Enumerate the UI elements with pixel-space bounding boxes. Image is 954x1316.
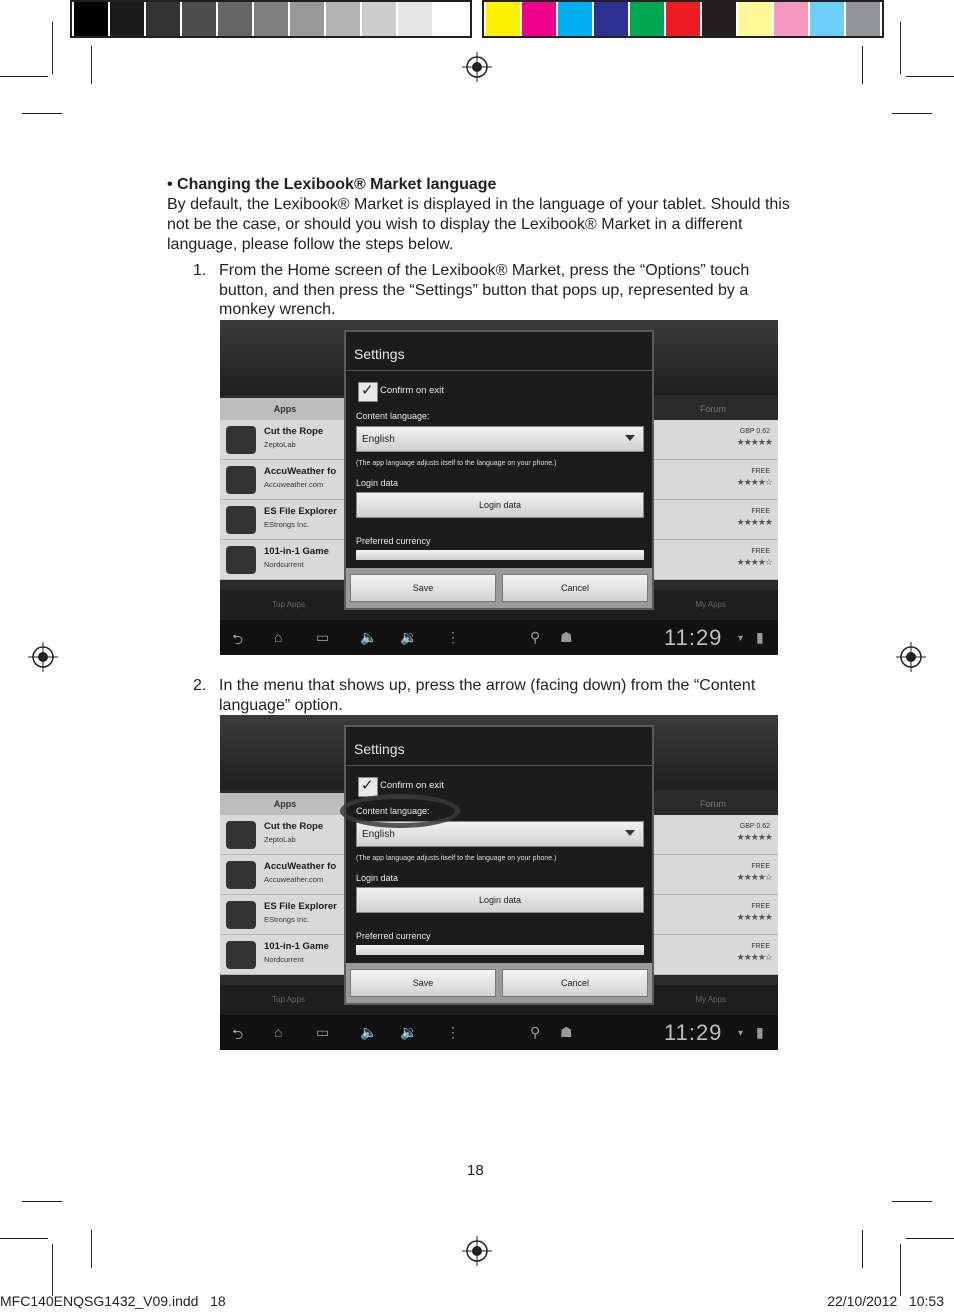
slug-file-name: MFC140ENQSG1432_V09.indd 18 bbox=[0, 1293, 226, 1309]
app-name: 101-in-1 Game bbox=[264, 546, 329, 557]
color-swatch bbox=[254, 2, 288, 36]
clock: 11:29 bbox=[664, 1020, 723, 1045]
top-apps-tab[interactable]: Top Apps bbox=[272, 995, 305, 1004]
step-text: In the menu that shows up, press the arrow (facing down) from the “Content language” option. bbox=[219, 677, 756, 714]
login-data-button[interactable]: Login data bbox=[356, 492, 644, 518]
registration-mark-icon bbox=[896, 642, 926, 672]
home-icon[interactable]: ⌂ bbox=[274, 629, 283, 645]
rating-stars-icon: ★★★★★ bbox=[736, 832, 772, 842]
settings-dialog bbox=[344, 330, 654, 610]
section-heading: • Changing the Lexibook® Market language bbox=[167, 176, 497, 193]
apps-tab[interactable]: Apps bbox=[220, 793, 350, 815]
apps-tab[interactable]: Apps bbox=[220, 398, 350, 420]
crop-mark bbox=[91, 46, 92, 84]
app-name: AccuWeather fo bbox=[264, 861, 337, 872]
confirm-on-exit-checkbox[interactable] bbox=[358, 777, 378, 797]
language-note: (The app language adjusts itself to the language on your phone.) bbox=[356, 855, 557, 862]
my-apps-tab[interactable]: My Apps bbox=[695, 995, 726, 1004]
content-language-value: English bbox=[362, 829, 395, 840]
system-bar bbox=[220, 1015, 778, 1050]
color-swatch bbox=[326, 2, 360, 36]
app-developer: Accuweather.com bbox=[264, 875, 324, 884]
color-swatch bbox=[594, 2, 628, 36]
app-price: GBP 0.62 bbox=[739, 823, 770, 830]
crop-mark bbox=[91, 1230, 92, 1268]
recent-apps-icon[interactable]: ▭ bbox=[316, 1024, 330, 1040]
app-developer: Accuweather.com bbox=[264, 480, 324, 489]
crop-mark bbox=[906, 1238, 954, 1239]
android-icon: ☗ bbox=[560, 629, 573, 645]
color-swatch bbox=[486, 2, 520, 36]
step-text: From the Home screen of the Lexibook® Market, press the “Options” touch button, and then press the “Settings” button that pops up, represented by a monkey wrench. bbox=[219, 262, 750, 318]
step-number: 1. bbox=[193, 262, 207, 279]
color-swatch bbox=[146, 2, 180, 36]
crop-mark bbox=[52, 1244, 53, 1296]
color-swatch bbox=[702, 2, 736, 36]
crop-mark bbox=[22, 113, 62, 114]
my-apps-tab[interactable]: My Apps bbox=[695, 600, 726, 609]
app-price: FREE bbox=[751, 943, 770, 950]
cancel-button[interactable]: Cancel bbox=[502, 969, 648, 997]
confirm-on-exit-label: Confirm on exit bbox=[380, 385, 444, 396]
android-icon: ☗ bbox=[560, 1024, 573, 1040]
settings-dialog bbox=[344, 725, 654, 1005]
preferred-currency-label: Preferred currency bbox=[356, 536, 431, 546]
back-icon[interactable]: ⮌ bbox=[232, 631, 244, 647]
app-price: FREE bbox=[751, 468, 770, 475]
divider bbox=[346, 765, 652, 766]
wifi-icon: ▾ bbox=[738, 1028, 744, 1039]
volume-down-icon[interactable]: 🔈 bbox=[360, 629, 378, 645]
crop-mark bbox=[892, 113, 932, 114]
app-name: 101-in-1 Game bbox=[264, 941, 329, 952]
app-icon bbox=[226, 426, 256, 454]
crop-mark bbox=[22, 1201, 62, 1202]
app-icon bbox=[226, 466, 256, 494]
login-data-label: Login data bbox=[356, 478, 399, 488]
crop-mark bbox=[900, 22, 901, 74]
dropdown-arrow-icon[interactable] bbox=[625, 435, 635, 441]
crop-mark bbox=[862, 1230, 863, 1268]
intro-section bbox=[167, 175, 807, 255]
battery-icon: ▮ bbox=[756, 1024, 764, 1040]
app-icon bbox=[226, 861, 256, 889]
login-data-button[interactable]: Login data bbox=[356, 887, 644, 913]
currency-select[interactable] bbox=[356, 945, 644, 955]
color-swatch bbox=[630, 2, 664, 36]
crop-mark bbox=[0, 76, 48, 77]
tablet-screenshot-2 bbox=[220, 715, 778, 1050]
volume-up-icon[interactable]: 🔉 bbox=[400, 629, 418, 645]
clock: 11:29 bbox=[664, 625, 723, 650]
forum-tab[interactable]: Forum bbox=[699, 799, 726, 809]
registration-mark-icon bbox=[462, 1236, 492, 1266]
crop-mark bbox=[52, 22, 53, 74]
usb-icon: ⚲ bbox=[530, 629, 541, 645]
slug-date: 22/10/2012 10:53 bbox=[827, 1293, 944, 1309]
app-developer: ZeptoLab bbox=[264, 440, 296, 449]
app-name: Cut the Rope bbox=[264, 821, 324, 832]
color-swatch bbox=[398, 2, 432, 36]
color-swatch bbox=[182, 2, 216, 36]
color-swatch bbox=[290, 2, 324, 36]
content-language-label: Content language: bbox=[356, 411, 430, 421]
app-developer: EStrongs Inc. bbox=[264, 915, 310, 924]
volume-up-icon[interactable]: 🔉 bbox=[400, 1024, 418, 1040]
rating-stars-icon: ★★★★☆ bbox=[736, 952, 772, 962]
color-swatch bbox=[522, 2, 556, 36]
color-swatch bbox=[738, 2, 772, 36]
rating-stars-icon: ★★★★★ bbox=[736, 517, 772, 527]
save-button[interactable]: Save bbox=[350, 574, 496, 602]
app-name: ES File Explorer bbox=[264, 506, 337, 517]
app-price: FREE bbox=[751, 548, 770, 555]
app-name: Cut the Rope bbox=[264, 426, 324, 437]
currency-select[interactable] bbox=[356, 550, 644, 560]
dropdown-arrow-icon[interactable] bbox=[625, 830, 635, 836]
menu-icon[interactable]: ⋮ bbox=[446, 629, 460, 645]
content-language-value: English bbox=[362, 434, 395, 445]
crop-mark bbox=[906, 76, 954, 77]
language-note: (The app language adjusts itself to the language on your phone.) bbox=[356, 460, 557, 467]
color-swatch bbox=[774, 2, 808, 36]
divider bbox=[346, 370, 652, 371]
registration-mark-icon bbox=[462, 52, 492, 82]
app-icon bbox=[226, 546, 256, 574]
dialog-title: Settings bbox=[354, 346, 405, 362]
save-button[interactable]: Save bbox=[350, 969, 496, 997]
app-icon bbox=[226, 506, 256, 534]
crop-mark bbox=[862, 46, 863, 84]
content-language-label: Content language: bbox=[356, 806, 430, 816]
home-icon[interactable]: ⌂ bbox=[274, 1024, 283, 1040]
app-developer: ZeptoLab bbox=[264, 835, 296, 844]
intro-paragraph: By default, the Lexibook® Market is displayed in the language of your tablet. Should this not be the case, or should you wish to display the Lexibook® Market in a different language, please follow the steps below. bbox=[167, 196, 790, 253]
app-developer: Nordcurrent bbox=[264, 560, 304, 569]
rating-stars-icon: ★★★★☆ bbox=[736, 872, 772, 882]
back-icon[interactable]: ⮌ bbox=[232, 1026, 244, 1042]
color-swatch bbox=[666, 2, 700, 36]
dialog-title: Settings bbox=[354, 741, 405, 757]
top-apps-tab[interactable]: Top Apps bbox=[272, 600, 305, 609]
battery-icon: ▮ bbox=[756, 629, 764, 645]
dialog-button-row bbox=[346, 963, 652, 1003]
app-price: FREE bbox=[751, 863, 770, 870]
usb-icon: ⚲ bbox=[530, 1024, 541, 1040]
crop-mark bbox=[892, 1201, 932, 1202]
app-developer: EStrongs Inc. bbox=[264, 520, 310, 529]
forum-tab[interactable]: Forum bbox=[699, 404, 726, 414]
volume-down-icon[interactable]: 🔈 bbox=[360, 1024, 378, 1040]
app-price: FREE bbox=[751, 508, 770, 515]
app-name: ES File Explorer bbox=[264, 901, 337, 912]
app-developer: Nordcurrent bbox=[264, 955, 304, 964]
highlight-circle bbox=[340, 794, 460, 828]
recent-apps-icon[interactable]: ▭ bbox=[316, 629, 330, 645]
crop-mark bbox=[0, 1238, 48, 1239]
crop-mark bbox=[900, 1244, 901, 1296]
color-bar-right bbox=[482, 0, 884, 38]
rating-stars-icon: ★★★★★ bbox=[736, 437, 772, 447]
cancel-button[interactable]: Cancel bbox=[502, 574, 648, 602]
dialog-button-row bbox=[346, 568, 652, 608]
rating-stars-icon: ★★★★★ bbox=[736, 912, 772, 922]
color-swatch bbox=[74, 2, 108, 36]
color-bar-left bbox=[70, 0, 472, 38]
confirm-on-exit-label: Confirm on exit bbox=[380, 780, 444, 791]
color-swatch bbox=[218, 2, 252, 36]
menu-icon[interactable]: ⋮ bbox=[446, 1024, 460, 1040]
color-swatch bbox=[110, 2, 144, 36]
registration-mark-icon bbox=[28, 642, 58, 672]
tablet-screenshot-1 bbox=[220, 320, 778, 655]
page-number: 18 bbox=[467, 1162, 484, 1179]
app-icon bbox=[226, 901, 256, 929]
preferred-currency-label: Preferred currency bbox=[356, 931, 431, 941]
rating-stars-icon: ★★★★☆ bbox=[736, 557, 772, 567]
app-price: FREE bbox=[751, 903, 770, 910]
wifi-icon: ▾ bbox=[738, 633, 744, 644]
color-swatch bbox=[434, 2, 468, 36]
color-swatch bbox=[362, 2, 396, 36]
app-name: AccuWeather fo bbox=[264, 466, 337, 477]
confirm-on-exit-checkbox[interactable] bbox=[358, 382, 378, 402]
content-language-select[interactable] bbox=[356, 426, 644, 452]
step-number: 2. bbox=[193, 677, 207, 694]
app-price: GBP 0.62 bbox=[739, 428, 770, 435]
color-swatch bbox=[810, 2, 844, 36]
login-data-label: Login data bbox=[356, 873, 399, 883]
color-swatch bbox=[846, 2, 880, 36]
app-icon bbox=[226, 941, 256, 969]
rating-stars-icon: ★★★★☆ bbox=[736, 477, 772, 487]
system-bar bbox=[220, 620, 778, 655]
app-icon bbox=[226, 821, 256, 849]
color-swatch bbox=[558, 2, 592, 36]
